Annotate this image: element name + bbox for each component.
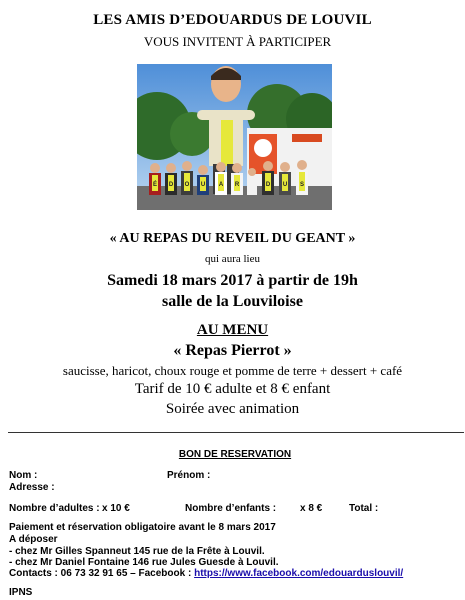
sign-letter: U <box>282 182 288 188</box>
payment-deadline: Paiement et réservation obligatoire avant le 8 mars 2017 <box>9 522 276 533</box>
firstname-field-label: Prénom : <box>167 470 211 481</box>
children-price: x 8 € <box>300 503 323 514</box>
facebook-link[interactable]: https://www.facebook.com/edouarduslouvil/ <box>194 568 404 579</box>
sign-letter: D <box>168 182 174 188</box>
contacts-line <box>9 568 403 579</box>
menu-evening: Soirée avec animation <box>165 401 300 417</box>
menu-items: saucisse, haricot, choux rouge et pomme de terre + dessert + café <box>62 363 403 378</box>
contacts-text: Contacts : 06 73 32 91 65 – Facebook : <box>9 568 195 579</box>
event-title: « AU REPAS DU REVEIL DU GEANT » <box>109 231 356 246</box>
sign-letter: U <box>200 182 206 188</box>
sign-letter: A <box>218 182 224 188</box>
menu-price: Tarif de 10 € adulte et 8 € enfant <box>134 381 331 397</box>
address-field-label: Adresse : <box>9 482 55 493</box>
ipns-label: IPNS <box>9 587 33 598</box>
name-field-label: Nom : <box>9 470 38 481</box>
total-label: Total : <box>349 503 379 514</box>
adults-price: x 10 € <box>102 503 130 514</box>
sign-letter: S <box>299 182 305 188</box>
sign-letter: R <box>234 182 240 188</box>
event-place: salle de la Louviloise <box>162 293 303 310</box>
reservation-form-title: BON DE RESERVATION <box>178 449 292 460</box>
organizer-title: LES AMIS D’EDOUARDUS DE LOUVIL <box>93 12 372 28</box>
sign-letter: O <box>184 182 190 188</box>
menu-heading: AU MENU <box>196 322 269 338</box>
drop-off-address-1: - chez Mr Gilles Spanneut 145 rue de la Frête à Louvil. <box>9 546 265 557</box>
drop-off-heading: A déposer <box>9 534 58 545</box>
group-photo <box>137 64 332 210</box>
sign-letter: D <box>265 182 271 188</box>
invite-line: VOUS INVITENT À PARTICIPER <box>143 34 332 49</box>
event-subtitle: qui aura lieu <box>205 253 260 265</box>
event-date: Samedi 18 mars 2017 à partir de 19h <box>107 272 358 289</box>
divider <box>8 432 464 433</box>
children-count-label: Nombre d’enfants : <box>185 503 277 514</box>
menu-name: « Repas Pierrot » <box>173 342 292 359</box>
group-photo-illustration <box>137 64 332 210</box>
sign-letter: É <box>152 182 158 188</box>
drop-off-address-2: - chez Mr Daniel Fontaine 146 rue Jules Guesde à Louvil. <box>9 557 279 568</box>
adults-count-label: Nombre d’adultes : <box>9 503 100 514</box>
